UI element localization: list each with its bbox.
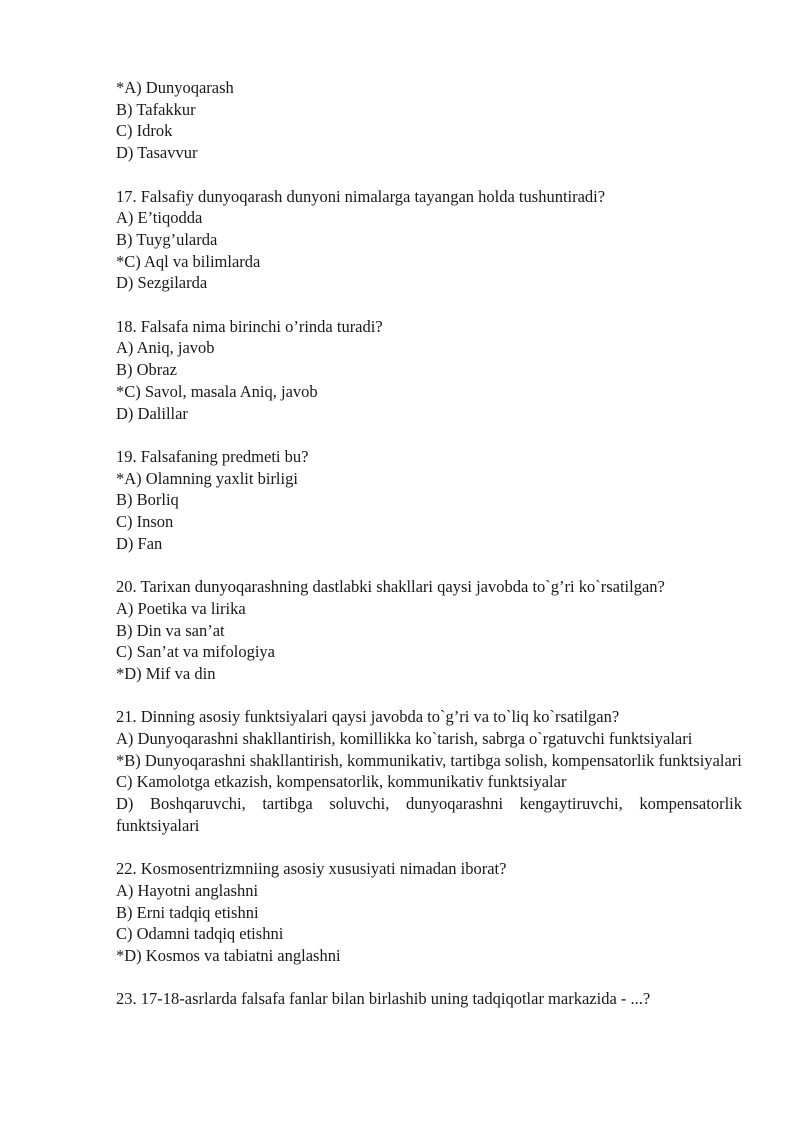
option-line: *A) Dunyoqarash: [116, 78, 234, 97]
question-23: [116, 988, 742, 1010]
question-19: [116, 446, 742, 555]
question-21: [116, 706, 742, 836]
question-20: [116, 576, 742, 685]
option-line: B) Obraz: [116, 360, 177, 380]
option-line: *D) Mif va din: [116, 663, 216, 683]
option-line: D) Tasavvur: [116, 143, 198, 163]
option-line: A) Aniq, javob: [116, 338, 215, 358]
question-text: 17. Falsafiy dunyoqarash dunyoni nimalarga tayangan holda tushuntiradi?: [116, 186, 606, 206]
option-line: B) Tuyg’ularda: [116, 229, 218, 249]
option-line: B) Erni tadqiq etishni: [116, 902, 259, 922]
option-line: C) Odamni tadqiq etishni: [116, 924, 284, 944]
option-line: *B) Dunyoqarashni shakllantirish, kommunikativ, tartibga solish, kompensatorlik funktsiyalari: [116, 750, 742, 770]
option-line: *D) Kosmos va tabiatni anglashni: [116, 946, 341, 966]
option-line: A) E’tiqodda: [116, 208, 203, 228]
option-line: D) Fan: [116, 533, 163, 553]
option-line: D) Boshqaruvchi, tartibga soluvchi, dunyoqarashni kengaytiruvchi, kompensatorlik funktsiyalari: [116, 794, 742, 835]
question-16-options: [116, 77, 742, 164]
question-text: 21. Dinning asosiy funktsiyalari qaysi javobda to`g’ri va to`liq ko`rsatilgan?: [116, 707, 620, 727]
option-line: D) Dalillar: [116, 403, 188, 423]
option-line: *C) Aql va bilimlarda: [116, 251, 261, 271]
question-17: [116, 186, 742, 295]
question-text: 18. Falsafa nima birinchi o’rinda turadi?: [116, 316, 383, 336]
document-page: [116, 77, 742, 1032]
option-line: *C) Savol, masala Aniq, javob: [116, 381, 318, 401]
question-text: 19. Falsafaning predmeti bu?: [116, 446, 309, 466]
option-line: A) Poetika va lirika: [116, 598, 246, 618]
option-line: B) Borliq: [116, 490, 179, 510]
option-line: C) Inson: [116, 512, 174, 532]
question-text: 22. Kosmosentrizmniing asosiy xususiyati nimadan iborat?: [116, 859, 507, 879]
option-line: *A) Olamning yaxlit birligi: [116, 468, 298, 488]
question-text: 20. Tarixan dunyoqarashning dastlabki shakllari qaysi javobda to`g’ri ko`rsatilgan?: [116, 577, 665, 597]
option-line: D) Sezgilarda: [116, 273, 208, 293]
option-line: C) Kamolotga etkazish, kompensatorlik, kommunikativ funktsiyalar: [116, 772, 567, 792]
question-18: [116, 316, 742, 425]
option-line: A) Dunyoqarashni shakllantirish, komillikka ko`tarish, sabrga o`rgatuvchi funktsiyalari: [116, 729, 693, 749]
question-text: 23. 17-18-asrlarda falsafa fanlar bilan birlashib uning tadqiqotlar markazida - ...?: [116, 989, 651, 1009]
option-line: B) Din va san’at: [116, 620, 225, 640]
question-22: [116, 858, 742, 967]
option-line: A) Hayotni anglashni: [116, 880, 259, 900]
option-line: B) Tafakkur: [116, 99, 196, 119]
option-line: C) San’at va mifologiya: [116, 642, 276, 662]
option-line: C) Idrok: [116, 121, 173, 141]
